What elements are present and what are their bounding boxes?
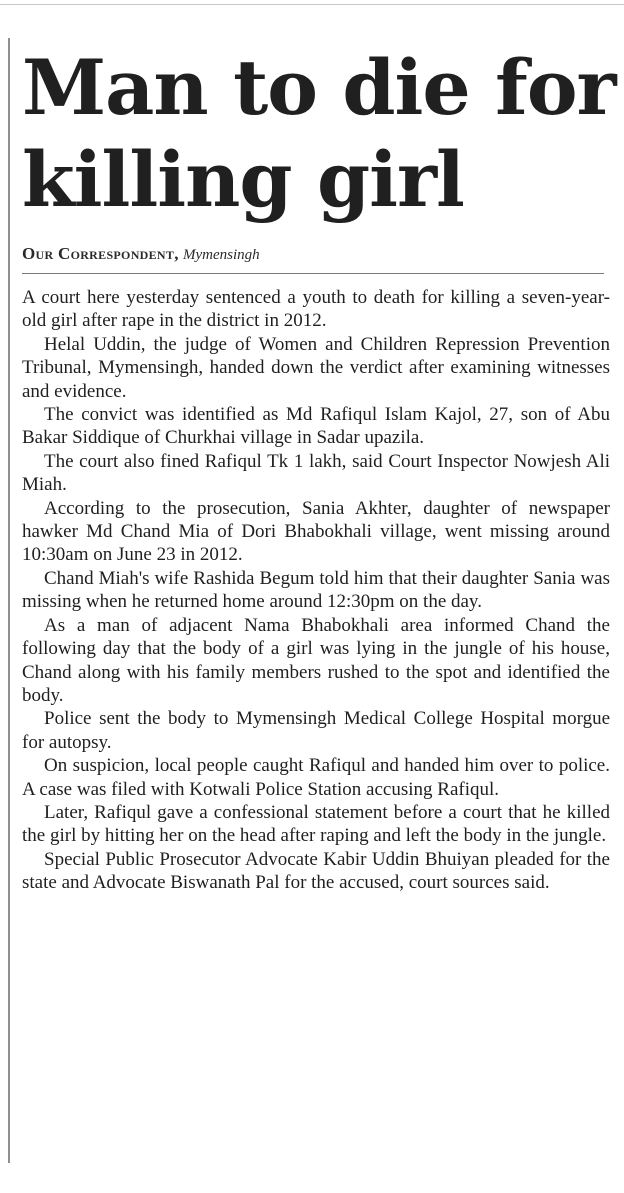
paragraph-2: Helal Uddin, the judge of Women and Children Repression Prevention Tribunal, Mymensingh, handed down the verdict after examining witnesses and evidence. (22, 333, 610, 402)
byline-location: Mymensingh (183, 247, 260, 263)
byline (22, 242, 616, 267)
paragraph-8: Police sent the body to Mymensingh Medical College Hospital morgue for autopsy. (22, 708, 610, 753)
byline-correspondent: Our Correspondent, (22, 244, 179, 263)
paragraph-10: Later, Rafiqul gave a confessional statement before a court that he killed the girl by hitting her on the head after raping and left the body in the jungle. (22, 801, 610, 847)
paragraph-4: The court also fined Rafiqul Tk 1 lakh, said Court Inspector Nowjesh Ali Miah. (22, 450, 610, 496)
byline-divider (22, 273, 604, 274)
paragraph-1: A court here yesterday sentenced a youth to death for killing a seven-year-old girl after rape in the district in 2012. (22, 287, 610, 332)
headline (22, 42, 616, 226)
paragraph-11: Special Public Prosecutor Advocate Kabir Uddin Bhuiyan pleaded for the state and Advocate Biswanath Pal for the accused, court sources said. (22, 848, 610, 894)
paragraph-7: As a man of adjacent Nama Bhabokhali area informed Chand the following day that the body of a girl was lying in the jungle of his house, Chand along with his family members rushed to the spot and identified the body. (22, 614, 610, 706)
news-article (22, 42, 616, 895)
headline-line-1: Man to die for (22, 43, 616, 132)
paragraph-6: Chand Miah's wife Rashida Begum told him that their daughter Sania was missing when he returned home around 12:30pm on the day. (22, 567, 610, 613)
paragraph-9: On suspicion, local people caught Rafiqul and handed him over to police. A case was filed with Kotwali Police Station accusing Rafiqul. (22, 755, 610, 800)
top-divider (0, 4, 624, 5)
column-rule (8, 38, 10, 1163)
article-body (22, 286, 610, 895)
top-page-strip (0, 0, 624, 9)
paragraph-5: According to the prosecution, Sania Akhter, daughter of newspaper hawker Md Chand Mia of Dori Bhabokhali village, went missing around 10:30am on June 23 in 2012. (22, 497, 610, 566)
headline-line-2: killing girl (22, 135, 464, 224)
paragraph-3: The convict was identified as Md Rafiqul Islam Kajol, 27, son of Abu Bakar Siddique of Churkhai village in Sadar upazila. (22, 404, 610, 449)
